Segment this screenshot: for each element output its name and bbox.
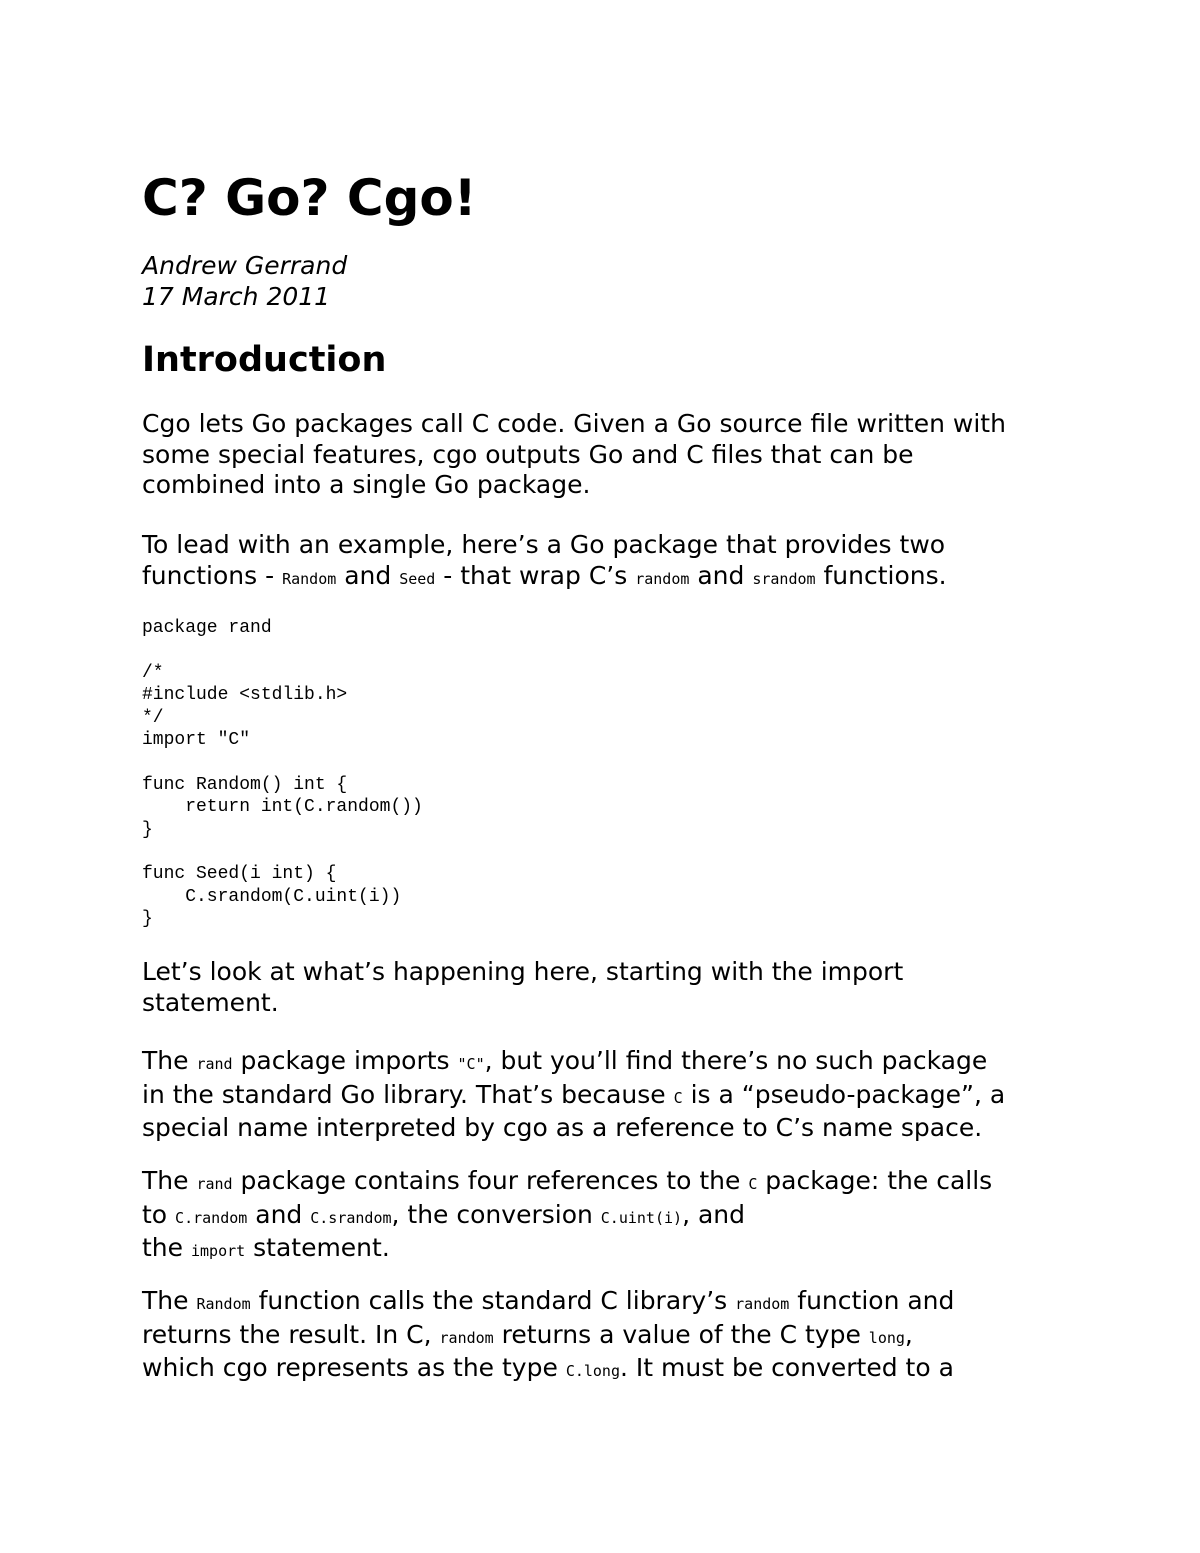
inline-code: C.uint(i) bbox=[600, 1208, 683, 1227]
text-run: and bbox=[689, 560, 753, 590]
text-run: The bbox=[142, 1286, 197, 1315]
paragraph-line bbox=[142, 1046, 1072, 1080]
text-run: . It must be converted to a bbox=[620, 1353, 954, 1382]
paragraph-line: special name interpreted by cgo as a reference to C’s name space. bbox=[142, 1113, 983, 1142]
inline-code: Random bbox=[196, 1295, 251, 1313]
paragraph-line bbox=[142, 1166, 1072, 1200]
section-heading-introduction: Introduction bbox=[142, 340, 387, 380]
paragraph-example-lead bbox=[142, 530, 1072, 594]
text-run: , bbox=[904, 1319, 913, 1349]
text-run: function calls the standard C library’s bbox=[250, 1286, 736, 1315]
inline-code: C.long bbox=[565, 1362, 620, 1380]
text-run: package contains four references to the bbox=[232, 1166, 749, 1195]
publish-date: 17 March 2011 bbox=[142, 282, 331, 311]
text-run: in the standard Go library. That’s because bbox=[142, 1079, 674, 1109]
text-run: statement. bbox=[245, 1233, 390, 1262]
paragraph-line bbox=[142, 1286, 1072, 1320]
inline-code: C bbox=[673, 1088, 683, 1107]
text-run: to bbox=[142, 1199, 176, 1229]
inline-code: C.srandom bbox=[310, 1208, 392, 1227]
text-run: and bbox=[336, 560, 400, 590]
text-run: - that wrap C’s bbox=[435, 560, 636, 590]
inline-code: import bbox=[190, 1242, 246, 1260]
inline-code: Seed bbox=[399, 569, 436, 588]
inline-code: srandom bbox=[752, 569, 816, 588]
text-run: package imports bbox=[232, 1046, 458, 1075]
paragraph-line bbox=[142, 1233, 1072, 1267]
paragraph-line: some special features, cgo outputs Go and C files that can be bbox=[142, 439, 914, 469]
inline-code: C.random bbox=[175, 1208, 248, 1227]
code-block: package rand /* #include <stdlib.h> */ import "C" func Random() int { return int(C.random()) } func Seed(i int) { C.srandom(C.uint(i)) } bbox=[142, 618, 423, 930]
paragraph-line: Let’s look at what’s happening here, starting with the import bbox=[142, 957, 904, 986]
author-name: Andrew Gerrand bbox=[142, 251, 348, 280]
document-title: C? Go? Cgo! bbox=[142, 169, 477, 227]
inline-code: rand bbox=[196, 1055, 233, 1073]
paragraph-line: statement. bbox=[142, 987, 279, 1017]
paragraph-import-lead bbox=[142, 957, 1072, 1018]
inline-code: random bbox=[735, 1295, 790, 1313]
text-run: returns the result. In C, bbox=[142, 1319, 440, 1349]
text-run: returns a value of the C type bbox=[493, 1319, 869, 1349]
inline-code: long bbox=[868, 1328, 905, 1347]
text-run: the bbox=[142, 1233, 191, 1262]
inline-code: "C" bbox=[457, 1055, 485, 1073]
paragraph-line: To lead with an example, here’s a Go package that provides two bbox=[142, 530, 946, 559]
text-run: The bbox=[142, 1166, 197, 1195]
paragraph-pseudo-package bbox=[142, 1046, 1072, 1144]
paragraph-references bbox=[142, 1166, 1072, 1267]
paragraph-line bbox=[142, 1080, 1072, 1114]
text-run: which cgo represents as the type bbox=[142, 1353, 566, 1382]
inline-code: random bbox=[635, 569, 690, 588]
text-run: functions - bbox=[142, 560, 283, 590]
paragraph-line bbox=[142, 1320, 1072, 1354]
text-run: package: the calls bbox=[757, 1166, 993, 1195]
text-run: , the conversion bbox=[391, 1199, 601, 1229]
text-run: , and bbox=[682, 1199, 745, 1229]
text-run: The bbox=[142, 1046, 197, 1075]
text-run: and bbox=[247, 1199, 311, 1229]
inline-code: C bbox=[748, 1175, 758, 1193]
inline-code: random bbox=[439, 1328, 494, 1347]
inline-code: rand bbox=[196, 1175, 233, 1193]
paragraph-line bbox=[142, 1353, 1072, 1387]
paragraph-line bbox=[142, 561, 1072, 595]
inline-code: Random bbox=[282, 569, 337, 588]
paragraph-random-function bbox=[142, 1286, 1072, 1387]
paragraph-line bbox=[142, 1200, 1072, 1234]
text-run: is a “pseudo-package”, a bbox=[682, 1079, 1006, 1109]
paragraph-intro bbox=[142, 409, 1072, 501]
text-run: functions. bbox=[815, 560, 947, 590]
text-run: , but you’ll find there’s no such package bbox=[484, 1046, 988, 1075]
paragraph-line: combined into a single Go package. bbox=[142, 470, 591, 499]
paragraph-line: Cgo lets Go packages call C code. Given a Go source file written with bbox=[142, 409, 1006, 438]
text-run: function and bbox=[789, 1286, 955, 1315]
